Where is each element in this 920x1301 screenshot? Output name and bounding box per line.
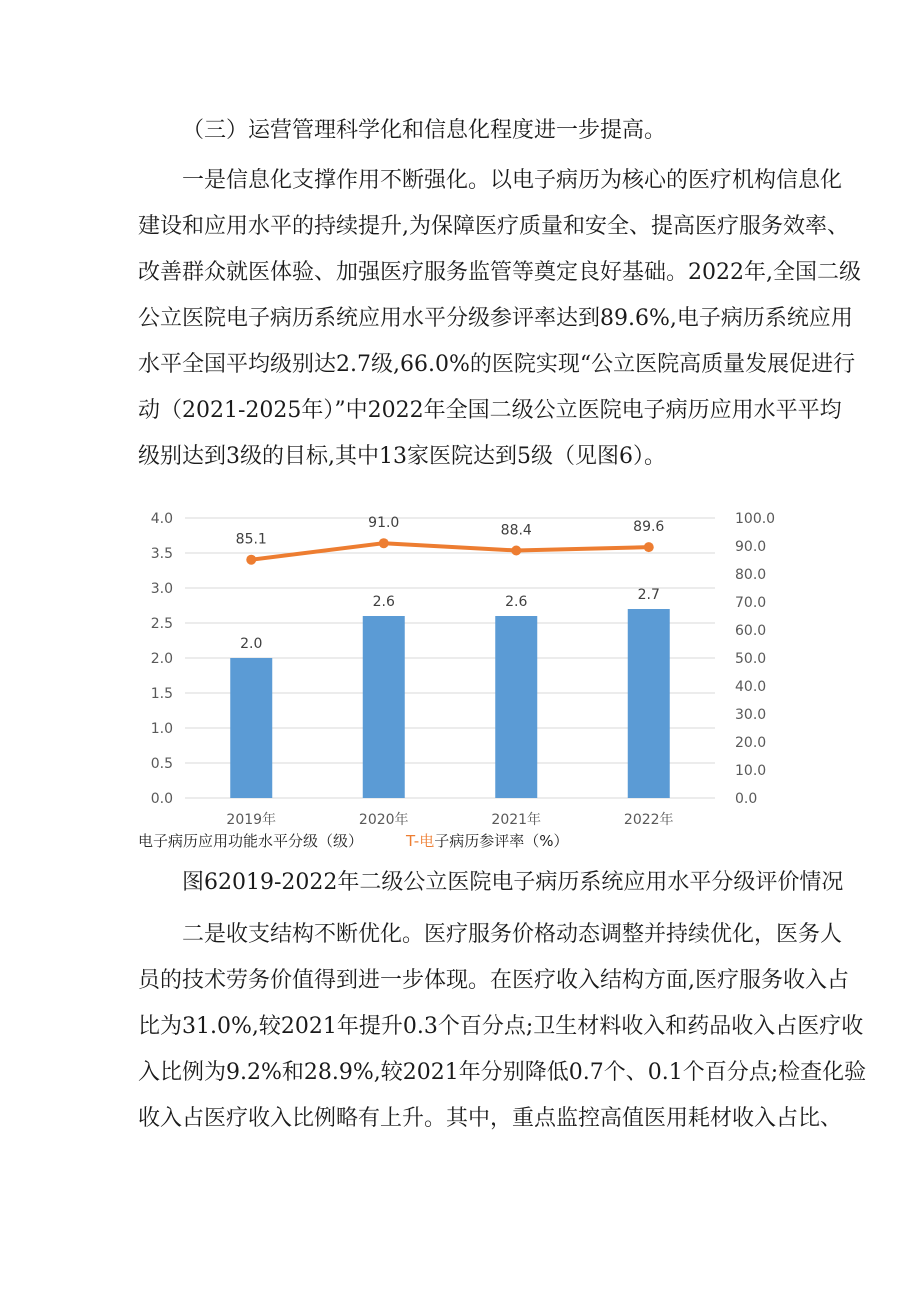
y-left-tick-label: 0.5: [150, 756, 173, 772]
legend-line-marker: T-: [406, 832, 420, 850]
paragraph-line: 比为31.0%,较2021年提升0.3个百分点;卫生材料收入和药品收入占医疗收: [138, 1014, 864, 1039]
legend-bar-series: 电子病历应用功能水平分级（级）: [138, 832, 364, 850]
y-left-tick-label: 0.0: [150, 791, 173, 807]
line-point: [511, 545, 521, 555]
bar: [628, 609, 670, 798]
x-tick-label: 2021年: [491, 812, 542, 828]
line-data-label: 88.4: [500, 522, 532, 539]
y-right-tick-label: 90.0: [735, 539, 767, 555]
line-data-label: 91.0: [368, 515, 400, 532]
bar-data-label: 2.6: [505, 594, 528, 610]
bar: [363, 616, 405, 798]
x-tick-label: 2020年: [358, 812, 409, 828]
line-point: [246, 555, 256, 565]
bar-data-label: 2.7: [637, 587, 660, 603]
line-point: [379, 538, 389, 548]
y-right-tick-label: 10.0: [735, 763, 767, 779]
line-point: [644, 542, 654, 552]
y-right-tick-label: 100.0: [735, 511, 776, 527]
y-right-tick-label: 30.0: [735, 707, 767, 723]
paragraph-line: 二是收支结构不断优化。医疗服务价格动态调整并持续优化，医务人: [182, 922, 843, 947]
line-data-label: 89.6: [633, 519, 665, 536]
bar-data-label: 2.6: [372, 594, 395, 610]
line-series-path: [251, 543, 649, 560]
x-tick-label: 2022年: [623, 812, 674, 828]
paragraph-line: 收入占医疗收入比例略有上升。其中，重点监控高值医用耗材收入占比、: [138, 1106, 843, 1131]
y-left-tick-label: 2.0: [150, 651, 173, 667]
y-left-tick-label: 1.0: [150, 721, 173, 737]
legend-line-series: [406, 830, 568, 852]
paragraph-line: 一是信息化支撑作用不断强化。以电子病历为核心的医疗机构信息化: [182, 168, 843, 193]
y-right-tick-label: 0.0: [735, 791, 758, 807]
combo-chart: [140, 500, 780, 830]
y-left-tick-label: 4.0: [150, 511, 173, 527]
bar: [495, 616, 537, 798]
y-right-tick-label: 20.0: [735, 735, 767, 751]
legend-line-label-highlight: 电: [419, 832, 435, 850]
legend-line-label: 子病历参评率（%）: [434, 832, 569, 850]
paragraph-line: 水平全国平均级别达2.7级,66.0%的医院实现“公立医院高质量发展促进行: [138, 352, 856, 377]
y-left-tick-label: 1.5: [150, 686, 173, 702]
bar-data-label: 2.0: [240, 636, 263, 652]
y-right-tick-label: 60.0: [735, 623, 767, 639]
x-tick-label: 2019年: [226, 812, 277, 828]
y-right-tick-label: 50.0: [735, 651, 767, 667]
y-right-tick-label: 80.0: [735, 567, 767, 583]
paragraph-line: 建设和应用水平的持续提升,为保障医疗质量和安全、提高医疗服务效率、: [138, 214, 849, 239]
paragraph-line: 入比例为9.2%和28.9%,较2021年分别降低0.7个、0.1个百分点;检查化验: [138, 1060, 867, 1085]
y-right-tick-label: 40.0: [735, 679, 767, 695]
y-left-tick-label: 3.5: [150, 546, 173, 562]
line-data-label: 85.1: [235, 531, 267, 548]
figure-caption: 图62019-2022年二级公立医院电子病历系统应用水平分级评价情况: [182, 870, 844, 895]
section-heading: （三）运营管理科学化和信息化程度进一步提高。: [182, 118, 667, 143]
y-left-tick-label: 3.0: [150, 581, 173, 597]
y-right-tick-label: 70.0: [735, 595, 767, 611]
paragraph-line: 改善群众就医体验、加强医疗服务监管等奠定良好基础。2022年,全国二级: [138, 260, 861, 285]
paragraph-line: 员的技术劳务价值得到进一步体现。在医疗收入结构方面,医疗服务收入占: [138, 968, 849, 993]
paragraph-line: 动（2021-2025年）”中2022年全国二级公立医院电子病历应用水平平均: [138, 398, 842, 423]
y-left-tick-label: 2.5: [150, 616, 173, 632]
paragraph-line: 级别达到3级的目标,其中13家医院达到5级（见图6）。: [138, 444, 666, 469]
paragraph-line: 公立医院电子病历系统应用水平分级参评率达到89.6%,电子病历系统应用: [138, 306, 853, 331]
bar: [230, 658, 272, 798]
